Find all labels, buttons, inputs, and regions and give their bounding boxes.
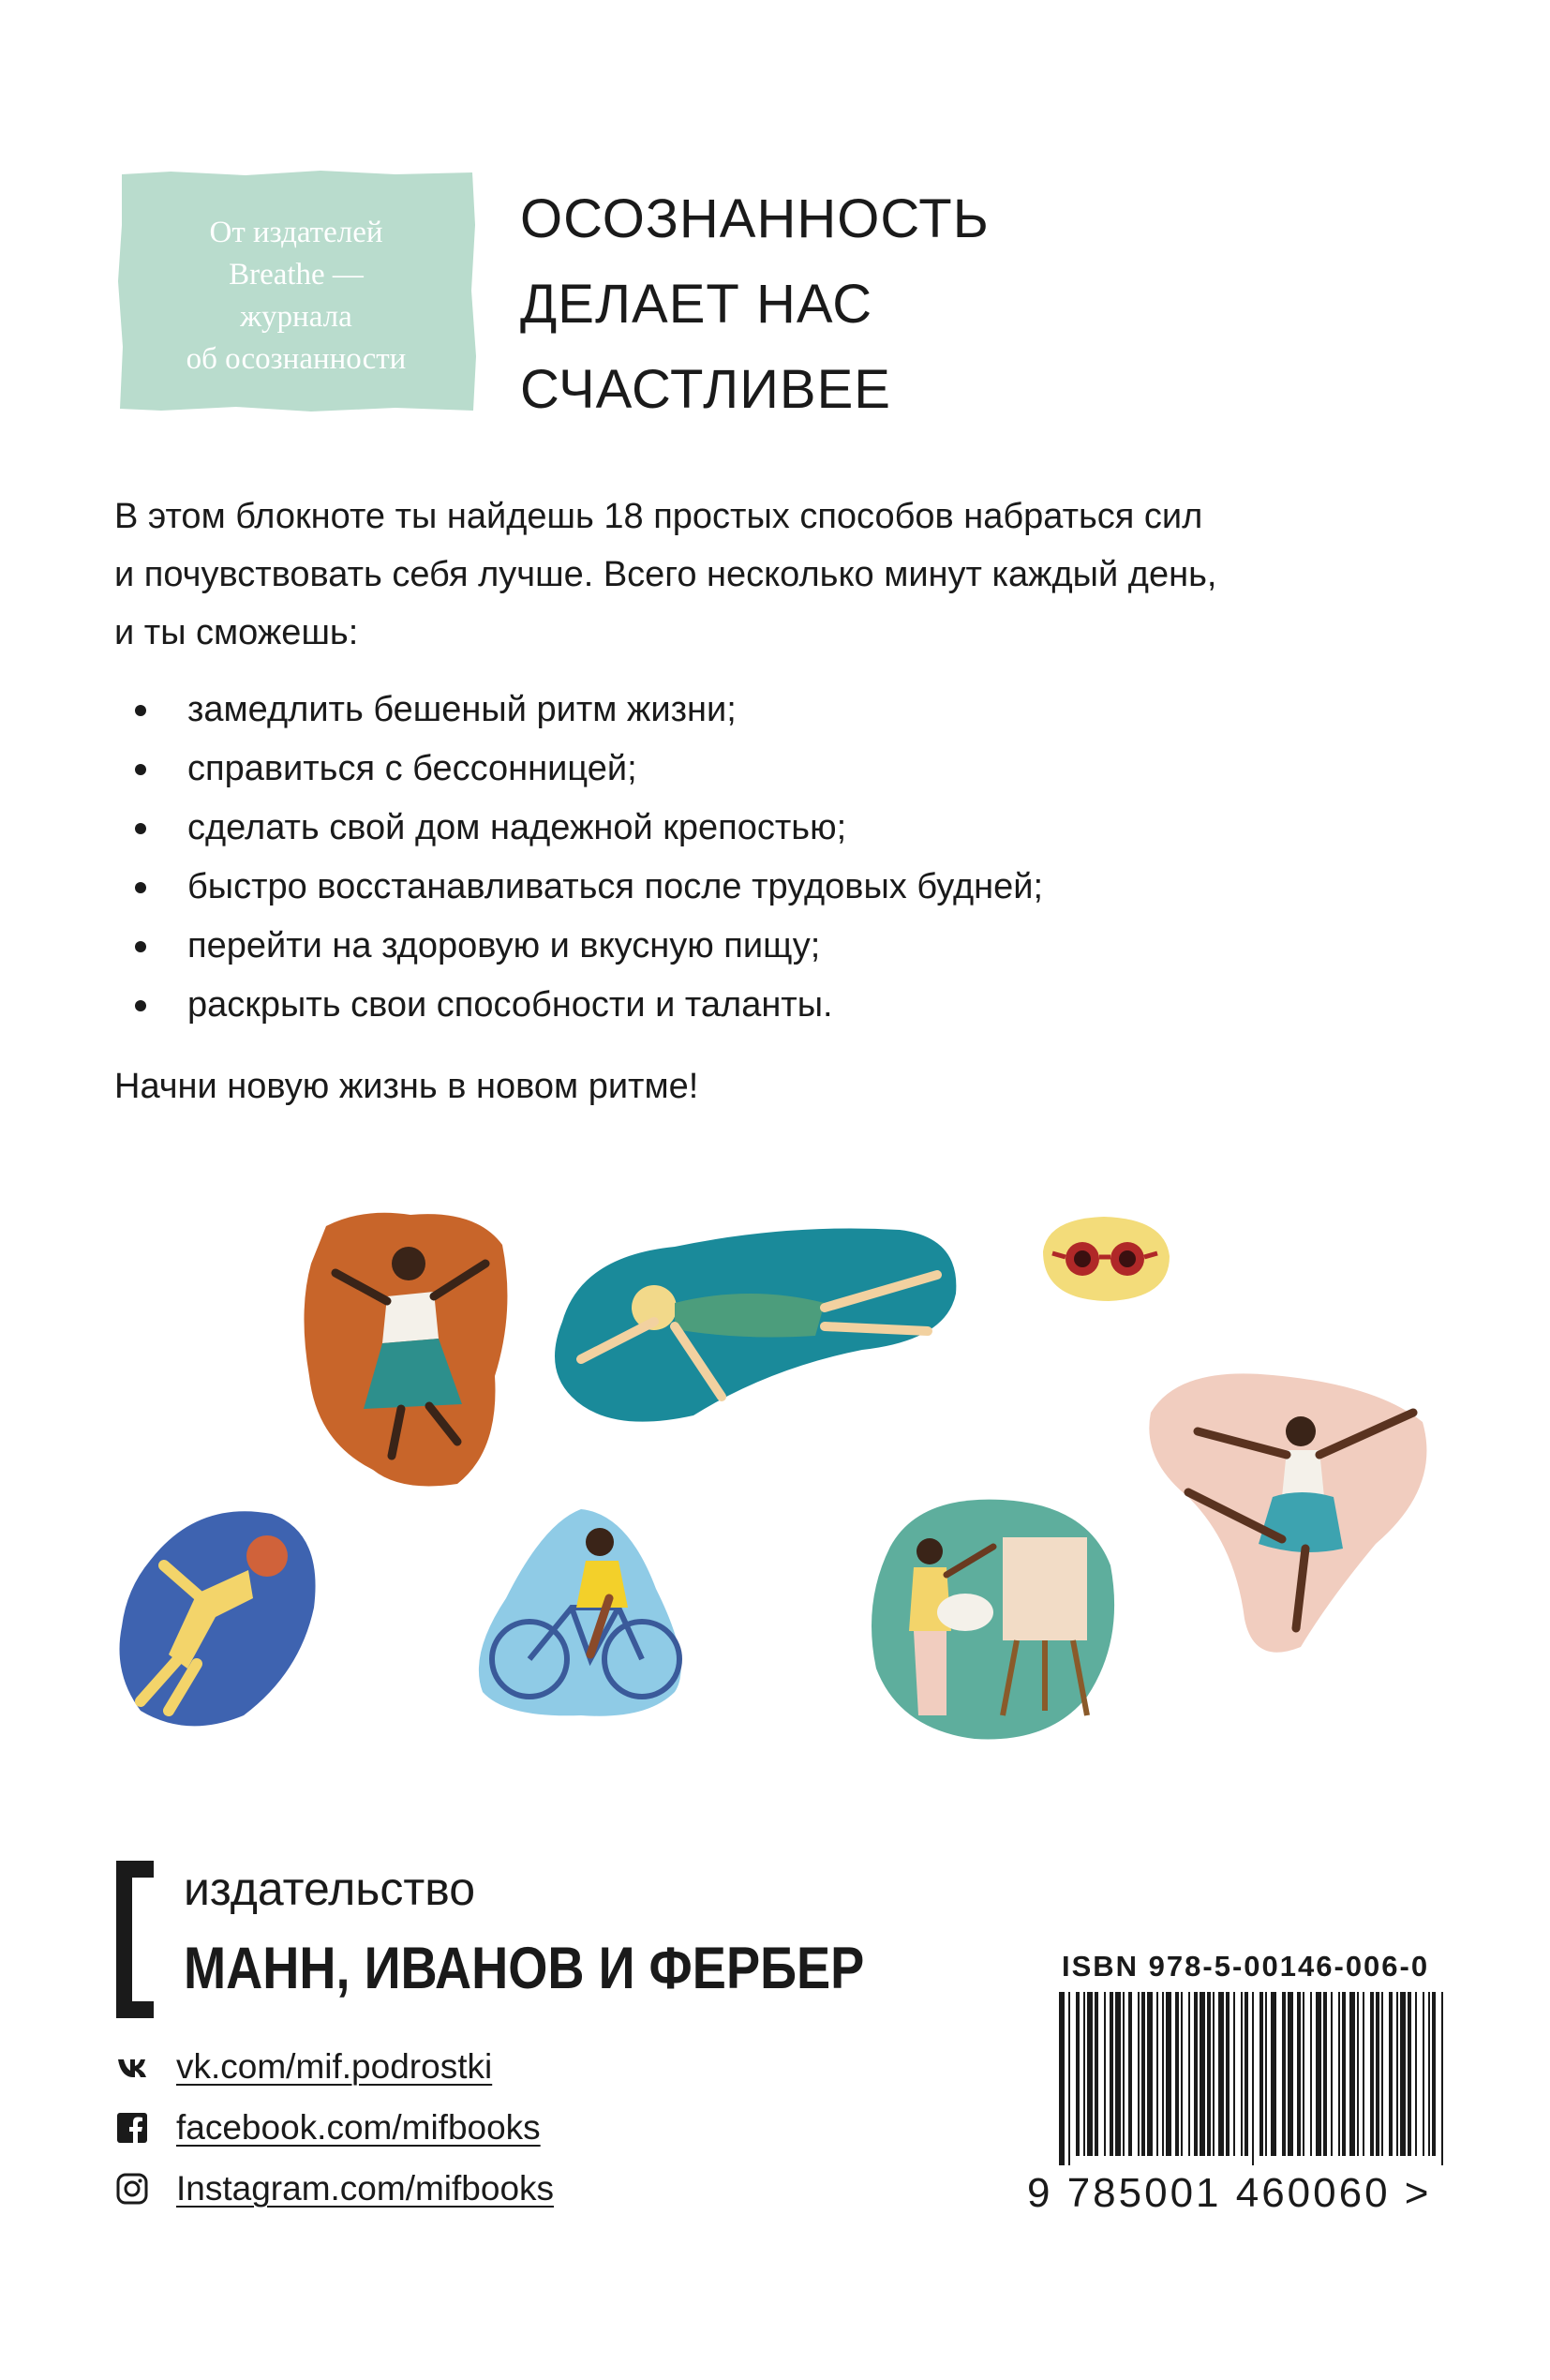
barcode-bar: [1363, 1992, 1364, 2156]
barcode-bar: [1138, 1992, 1140, 2156]
list-item: перейти на здоровую и вкусную пищу;: [114, 917, 1043, 976]
barcode: [1059, 1992, 1445, 2165]
barcode-bar: [1338, 1992, 1340, 2156]
social-instagram: [116, 2165, 554, 2212]
ballerina-illustration: [1141, 1356, 1441, 1658]
barcode-bar: [1175, 1992, 1179, 2156]
barcode-bar: [1428, 1992, 1430, 2156]
headline-line-3: СЧАСТЛИВЕЕ: [520, 359, 891, 420]
barcode-bar: [1323, 1992, 1327, 2156]
barcode-bar: [1123, 1992, 1125, 2156]
vk-icon: [116, 2051, 148, 2083]
barcode-bar: [1441, 1992, 1443, 2165]
barcode-bar: [1207, 1992, 1211, 2156]
list-item: быстро восстанавливаться после трудовых будней;: [114, 858, 1043, 917]
barcode-bar: [1389, 1992, 1393, 2156]
barcode-bar: [1059, 1992, 1065, 2165]
barcode-bar: [1432, 1992, 1436, 2156]
vk-link[interactable]: vk.com/mif.podrostki: [176, 2047, 493, 2086]
benefits-list: [114, 681, 1043, 1035]
barcode-bar: [1357, 1992, 1359, 2156]
painter-illustration: [862, 1490, 1125, 1748]
cyclist-illustration: [469, 1504, 693, 1720]
badge-line-4: об осознанности: [186, 342, 407, 376]
barcode-bar: [1381, 1992, 1383, 2156]
barcode-bar: [1288, 1992, 1293, 2156]
barcode-bar: [1115, 1992, 1121, 2156]
publisher-bracket: [116, 1861, 154, 2018]
barcode-bar: [1213, 1992, 1215, 2156]
social-vk: [116, 2043, 492, 2090]
barcode-bar: [1349, 1992, 1355, 2156]
barcode-bar: [1271, 1992, 1276, 2156]
lying-woman-illustration: [112, 1504, 323, 1734]
barcode-bar: [1200, 1992, 1205, 2156]
barcode-bar: [1265, 1992, 1267, 2156]
barcode-bar: [1396, 1992, 1398, 2156]
barcode-bar: [1095, 1992, 1098, 2156]
badge-line-2: Breathe —: [229, 258, 364, 292]
facebook-icon: [116, 2112, 148, 2144]
isbn-label: ISBN 978-5-00146-006-0: [1062, 1950, 1430, 1983]
barcode-bar: [1252, 1992, 1254, 2165]
barcode-bar: [1297, 1992, 1301, 2156]
barcode-bar: [1376, 1992, 1379, 2156]
intro-paragraph: [114, 487, 1426, 662]
publisher-name: МАНН, ИВАНОВ И ФЕРБЕР: [184, 1936, 865, 2001]
barcode-bar: [1244, 1992, 1248, 2156]
barcode-bar: [1068, 1992, 1070, 2165]
barcode-bar: [1342, 1992, 1346, 2156]
instagram-link[interactable]: Instagram.com/mifbooks: [176, 2169, 555, 2208]
list-item: замедлить бешеный ритм жизни;: [114, 681, 1043, 740]
barcode-bar: [1162, 1992, 1164, 2156]
barcode-bar: [1141, 1992, 1145, 2156]
facebook-link[interactable]: facebook.com/mifbooks: [176, 2108, 541, 2147]
barcode-bar: [1128, 1992, 1132, 2156]
intro-line-1: В этом блокноте ты найдешь 18 простых способов набраться сил: [114, 497, 1203, 536]
barcode-bar: [1194, 1992, 1198, 2156]
list-item: раскрыть свои способности и таланты.: [114, 976, 1043, 1035]
sunglasses-illustration: [1034, 1214, 1174, 1304]
social-facebook: [116, 2104, 541, 2151]
barcode-bar: [1233, 1992, 1235, 2156]
barcode-bar: [1226, 1992, 1230, 2156]
closing-line: Начни новую жизнь в новом ритме!: [114, 1067, 699, 1106]
barcode-bar: [1076, 1992, 1080, 2156]
barcode-digits: 9 785001 460060 >: [1027, 2170, 1432, 2216]
swimming-woman-illustration: [544, 1219, 963, 1429]
badge-line-3: журнала: [240, 300, 352, 334]
instagram-icon: [116, 2173, 148, 2205]
intro-line-3: и ты сможешь:: [114, 613, 359, 652]
barcode-bar: [1282, 1992, 1286, 2156]
headline: [520, 176, 990, 432]
barcode-bar: [1303, 1992, 1304, 2156]
barcode-bar: [1241, 1992, 1243, 2156]
barcode-bar: [1110, 1992, 1113, 2156]
dancing-woman-illustration: [298, 1207, 515, 1492]
barcode-bar: [1188, 1992, 1190, 2156]
barcode-bar: [1156, 1992, 1158, 2156]
publisher-badge: [114, 169, 478, 414]
barcode-bar: [1400, 1992, 1406, 2156]
barcode-bar: [1415, 1992, 1417, 2156]
barcode-bar: [1104, 1992, 1106, 2156]
barcode-bar: [1218, 1992, 1224, 2156]
barcode-bar: [1331, 1992, 1333, 2156]
barcode-bar: [1083, 1992, 1085, 2156]
barcode-bar: [1259, 1992, 1263, 2156]
barcode-bar: [1147, 1992, 1153, 2156]
badge-line-1: От издателей: [209, 216, 383, 249]
publisher-label: издательство: [184, 1863, 476, 1915]
barcode-bar: [1166, 1992, 1171, 2156]
barcode-bar: [1310, 1992, 1312, 2156]
barcode-bar: [1087, 1992, 1093, 2156]
headline-line-1: ОСОЗНАННОСТЬ: [520, 188, 990, 249]
list-item: сделать свой дом надежной крепостью;: [114, 799, 1043, 858]
barcode-bar: [1370, 1992, 1374, 2156]
intro-line-2: и почувствовать себя лучше. Всего несколько минут каждый день,: [114, 555, 1217, 594]
barcode-bar: [1423, 1992, 1424, 2156]
barcode-bar: [1181, 1992, 1183, 2156]
headline-line-2: ДЕЛАЕТ НАС: [520, 274, 873, 335]
list-item: справиться с бессонницей;: [114, 740, 1043, 799]
barcode-bar: [1408, 1992, 1411, 2156]
barcode-bar: [1316, 1992, 1321, 2156]
